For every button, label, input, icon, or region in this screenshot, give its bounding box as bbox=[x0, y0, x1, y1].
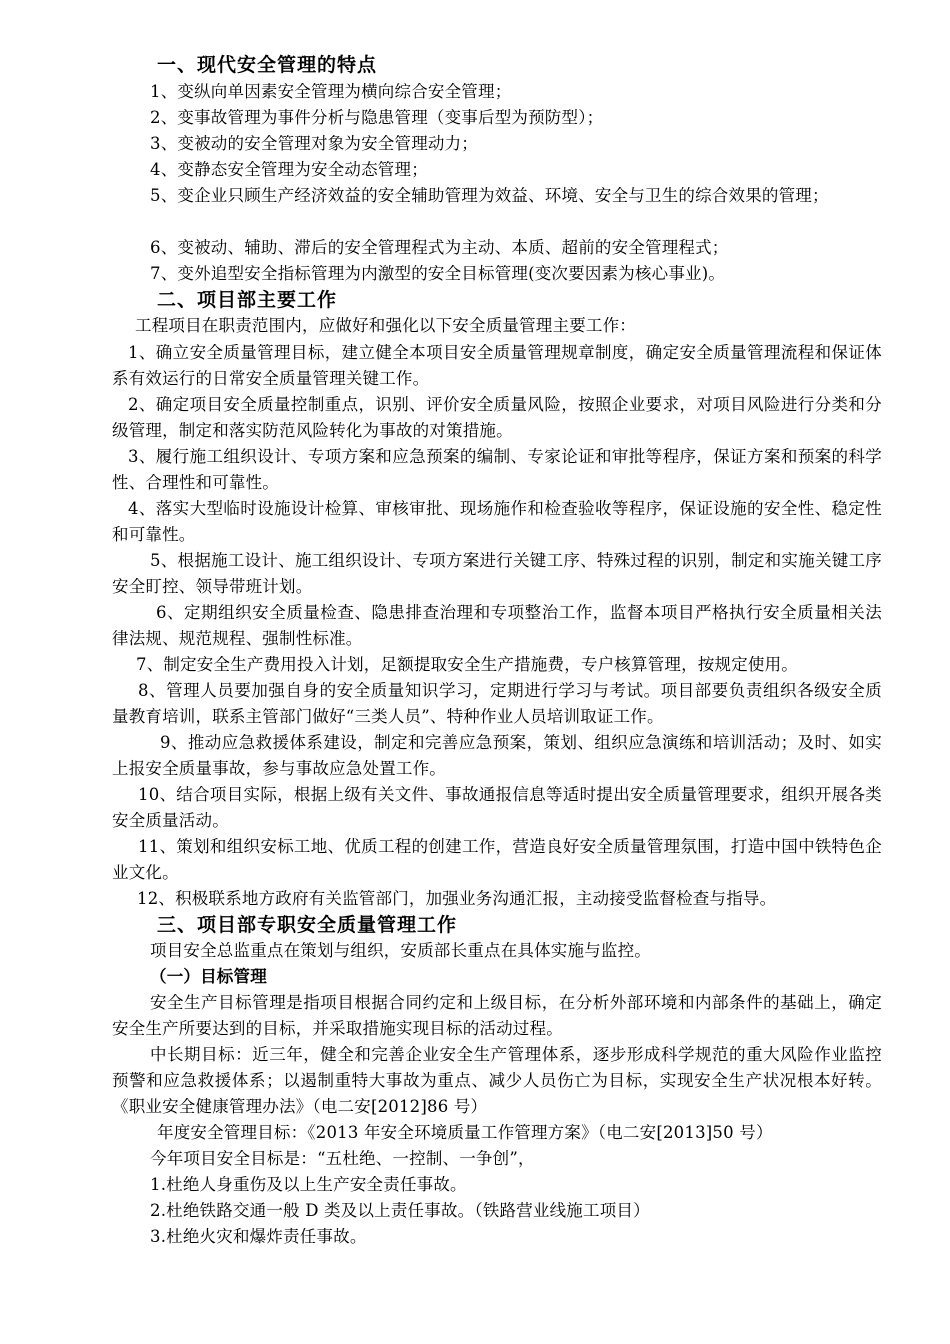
target-goal-1: 1.杜绝人身重伤及以上生产安全责任事故。 bbox=[150, 1175, 467, 1194]
section2-item-7: 7、制定安全生产费用投入计划，足额提取安全生产措施费，专户核算管理，按规定使用。 bbox=[136, 655, 798, 674]
section2-item-12: 12、积极联系地方政府有关监管部门，加强业务沟通汇报，主动接受监督检查与指导。 bbox=[137, 889, 777, 908]
section1-item-7: 7、变外追型安全指标管理为内激型的安全目标管理(变次要因素为核心事业)。 bbox=[150, 264, 726, 283]
section2-item-8: 8、管理人员要加强自身的安全质量知识学习，定期进行学习与考试。项目部要负责组织各级安全质量教育培训，联系主管部门做好“三类人员”、特种作业人员培训取证工作。 bbox=[112, 681, 882, 726]
section2-item-1: 1、确立安全质量管理目标，建立健全本项目安全质量管理规章制度，确定安全质量管理流程和保证体系有效运行的日常安全质量管理关键工作。 bbox=[112, 343, 882, 388]
target-paragraph-1: 安全生产目标管理是指项目根据合同约定和上级目标，在分析外部环境和内部条件的基础上，确定安全生产所要达到的目标，并采取措施实现目标的活动过程。 bbox=[112, 993, 882, 1038]
section1-item-3: 3、变被动的安全管理对象为安全管理动力； bbox=[150, 134, 478, 153]
target-goal-3: 3.杜绝火灾和爆炸责任事故。 bbox=[150, 1227, 367, 1246]
section2-item-11: 11、策划和组织安标工地、优质工程的创建工作，营造良好安全质量管理氛围，打造中国中铁特色企业文化。 bbox=[112, 837, 882, 882]
section2-item-2: 2、确定项目安全质量控制重点，识别、评价安全质量风险，按照企业要求，对项目风险进行分类和分级管理，制定和落实防范风险转化为事故的对策措施。 bbox=[112, 395, 882, 440]
section1-item-1: 1、变纵向单因素安全管理为横向综合安全管理； bbox=[150, 82, 512, 101]
section2-title: 二、项目部主要工作 bbox=[157, 289, 338, 311]
section2-item-9: 9、推动应急救援体系建设，制定和完善应急预案，策划、组织应急演练和培训活动；及时、如实上报安全质量事故，参与事故应急处置工作。 bbox=[112, 733, 882, 778]
section2-intro: 工程项目在职责范围内，应做好和强化以下安全质量管理主要工作： bbox=[135, 316, 636, 335]
section2-item-10: 10、结合项目实际，根据上级有关文件、事故通报信息等适时提出安全质量管理要求，组织开展各类安全质量活动。 bbox=[112, 785, 882, 830]
section1-title: 一、现代安全管理的特点 bbox=[157, 54, 378, 76]
section1-item-6: 6、变被动、辅助、滞后的安全管理程式为主动、本质、超前的安全管理程式； bbox=[150, 238, 729, 257]
subsection-target-title: （一）目标管理 bbox=[150, 967, 267, 986]
section1-item-5: 5、变企业只顾生产经济效益的安全辅助管理为效益、环境、安全与卫生的综合效果的管理； bbox=[150, 186, 829, 205]
section3-intro: 项目安全总监重点在策划与组织，安质部长重点在具体实施与监控。 bbox=[150, 941, 651, 960]
target-paragraph-2: 中长期目标：近三年，健全和完善企业安全生产管理体系，逐步形成科学规范的重大风险作业监控预警和应急救援体系；以遏制重特大事故为重点、减少人员伤亡为目标，实现安全生产状况根本好转。《职业安全健康管理办法》（电二安[2012]86 号） bbox=[112, 1045, 882, 1116]
section1-item-4: 4、变静态安全管理为安全动态管理； bbox=[150, 160, 428, 179]
section2-item-3: 3、履行施工组织设计、专项方案和应急预案的编制、专家论证和审批等程序，保证方案和预案的科学性、合理性和可靠性。 bbox=[112, 447, 882, 492]
section2-item-6: 6、定期组织安全质量检查、隐患排查治理和专项整治工作，监督本项目严格执行安全质量相关法律法规、规范规程、强制性标准。 bbox=[112, 603, 882, 648]
target-goal-2: 2.杜绝铁路交通一般 D 类及以上责任事故。（铁路营业线施工项目） bbox=[150, 1201, 650, 1220]
target-paragraph-3: 年度安全管理目标：《2013 年安全环境质量工作管理方案》（电二安[2013]50 号） bbox=[157, 1123, 773, 1142]
section3-title: 三、项目部专职安全质量管理工作 bbox=[157, 914, 458, 936]
section1-item-2: 2、变事故管理为事件分析与隐患管理（变事后型为预防型）； bbox=[150, 108, 604, 127]
target-paragraph-4: 今年项目安全目标是：“五杜绝、一控制、一争创”， bbox=[150, 1149, 535, 1168]
section2-item-5: 5、根据施工设计、施工组织设计、专项方案进行关键工序、特殊过程的识别，制定和实施关键工序安全盯控、领导带班计划。 bbox=[112, 551, 882, 596]
section2-item-4: 4、落实大型临时设施设计检算、审核审批、现场施作和检查验收等程序，保证设施的安全性、稳定性和可靠性。 bbox=[112, 499, 882, 544]
